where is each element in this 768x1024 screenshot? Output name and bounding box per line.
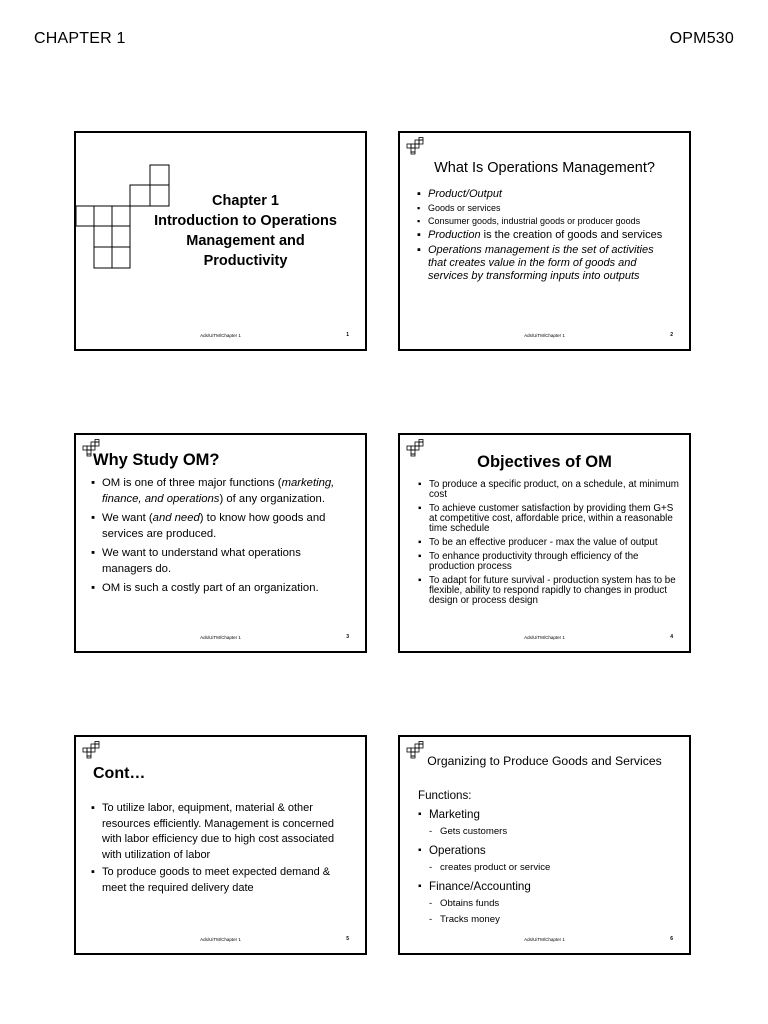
list-item bbox=[91, 476, 353, 507]
slide-title: Organizing to Produce Goods and Services bbox=[427, 754, 662, 768]
list-item: ▪ OM is such a costly part of an organization. bbox=[91, 581, 353, 597]
page-number: 3 bbox=[346, 634, 349, 640]
bullet-text: OM is one of three major functions ( bbox=[102, 477, 282, 489]
footer-text: Ads/UiTM/Chapter 1 bbox=[524, 635, 565, 640]
functions-list bbox=[418, 789, 679, 926]
slide-footer bbox=[76, 935, 365, 945]
title-line: Chapter 1 bbox=[212, 193, 279, 209]
bullet-text: is the creation of goods and services bbox=[480, 229, 663, 241]
page-header-left: CHAPTER 1 bbox=[34, 30, 126, 47]
slide-3 bbox=[74, 433, 367, 653]
page-header-right: OPM530 bbox=[669, 30, 734, 47]
list-item: ▪ Finance/Accounting bbox=[418, 880, 679, 894]
page-number: 1 bbox=[346, 332, 349, 338]
bullet-text-emphasis: marketing, finance, and operations bbox=[102, 477, 335, 505]
list-subitem bbox=[417, 216, 675, 227]
list-subitem bbox=[417, 203, 675, 214]
bullet-text: We want ( bbox=[102, 512, 153, 524]
slide-title: Cont… bbox=[93, 765, 146, 782]
slide-title: What Is Operations Management? bbox=[434, 160, 655, 176]
list-item bbox=[417, 229, 675, 242]
slide-title: Objectives of OM bbox=[477, 453, 612, 471]
page-number: 5 bbox=[346, 936, 349, 942]
bullet-text: Consumer goods, industrial goods or producer goods bbox=[428, 216, 641, 226]
slide-footer bbox=[400, 935, 689, 945]
slide-5 bbox=[74, 735, 367, 955]
functions-label: Functions: bbox=[418, 789, 472, 802]
list-item: ▪ To enhance productivity through efficiency of the production process bbox=[418, 552, 679, 572]
list-item bbox=[417, 188, 675, 201]
footer-text: Ads/UiTM/Chapter 1 bbox=[200, 333, 241, 338]
list-item: ▪ To utilize labor, equipment, material & other resources efficiently. Management is concerned with labor efficiency due to high cost associated with utilization of labor bbox=[91, 801, 355, 863]
bullet-text: Product/Output bbox=[428, 188, 502, 200]
bullet-list bbox=[417, 188, 675, 285]
list-item: ▪ Operations bbox=[418, 844, 679, 858]
list-item bbox=[91, 511, 353, 542]
title-line: Management and bbox=[186, 233, 305, 249]
bullet-text-emphasis: Production bbox=[428, 229, 481, 241]
slide-title: Why Study OM? bbox=[93, 451, 220, 469]
slide-4 bbox=[398, 433, 691, 653]
footer-text: Ads/UiTM/Chapter 1 bbox=[200, 635, 241, 640]
grid-logo-icon bbox=[406, 137, 424, 155]
list-item: ▪ Marketing bbox=[418, 808, 679, 822]
list-subitem: - Obtains funds bbox=[418, 897, 679, 910]
bullet-text: Goods or services bbox=[428, 203, 501, 213]
bullet-list bbox=[91, 476, 353, 601]
footer-text: Ads/UiTM/Chapter 1 bbox=[524, 937, 565, 942]
title-line: Productivity bbox=[203, 253, 288, 269]
bullet-text: ) of any organization. bbox=[219, 492, 325, 505]
bullet-list bbox=[91, 801, 355, 898]
list-item: ▪ To produce goods to meet expected demand & meet the required delivery date bbox=[91, 865, 355, 896]
slide-footer bbox=[400, 331, 689, 341]
grid-logo-icon bbox=[82, 741, 100, 759]
slide-2 bbox=[398, 131, 691, 351]
list-item: ▪ To adapt for future survival - production system has to be flexible, ability to respond rapidly to changes in product design or process design bbox=[418, 576, 679, 607]
slide-footer bbox=[76, 633, 365, 643]
list-subitem: - Gets customers bbox=[418, 825, 679, 838]
slide-footer bbox=[76, 331, 365, 341]
list-item bbox=[417, 244, 675, 283]
list-item: ▪ We want to understand what operations managers do. bbox=[91, 546, 353, 577]
page-number: 6 bbox=[670, 936, 673, 942]
slide-footer bbox=[400, 633, 689, 643]
list-item: ▪ To be an effective producer - max the value of output bbox=[418, 538, 679, 548]
bullet-text: ) to know how goods and services are produced. bbox=[102, 512, 326, 540]
list-subitem: - creates product or service bbox=[418, 861, 679, 874]
slide-6 bbox=[398, 735, 691, 955]
list-item: ▪ To achieve customer satisfaction by providing them G+S at competitive cost, affordable price, within a reasonable time schedule bbox=[418, 504, 679, 535]
title-line: Introduction to Operations bbox=[154, 213, 337, 229]
page-number: 2 bbox=[670, 332, 673, 338]
page-number: 4 bbox=[670, 634, 673, 640]
bullet-list bbox=[418, 480, 679, 610]
footer-text: Ads/UiTM/Chapter 1 bbox=[524, 333, 565, 338]
footer-text: Ads/UiTM/Chapter 1 bbox=[200, 937, 241, 942]
slide-1 bbox=[74, 131, 367, 351]
bullet-text: Operations management is the set of activities that creates value in the form of goods and services by transforming inputs into outputs bbox=[428, 244, 654, 282]
list-subitem: - Tracks money bbox=[418, 913, 679, 926]
slide-title bbox=[136, 191, 355, 271]
list-item: ▪ To produce a specific product, on a schedule, at minimum cost bbox=[418, 480, 679, 500]
bullet-text-emphasis: and need bbox=[152, 512, 200, 524]
